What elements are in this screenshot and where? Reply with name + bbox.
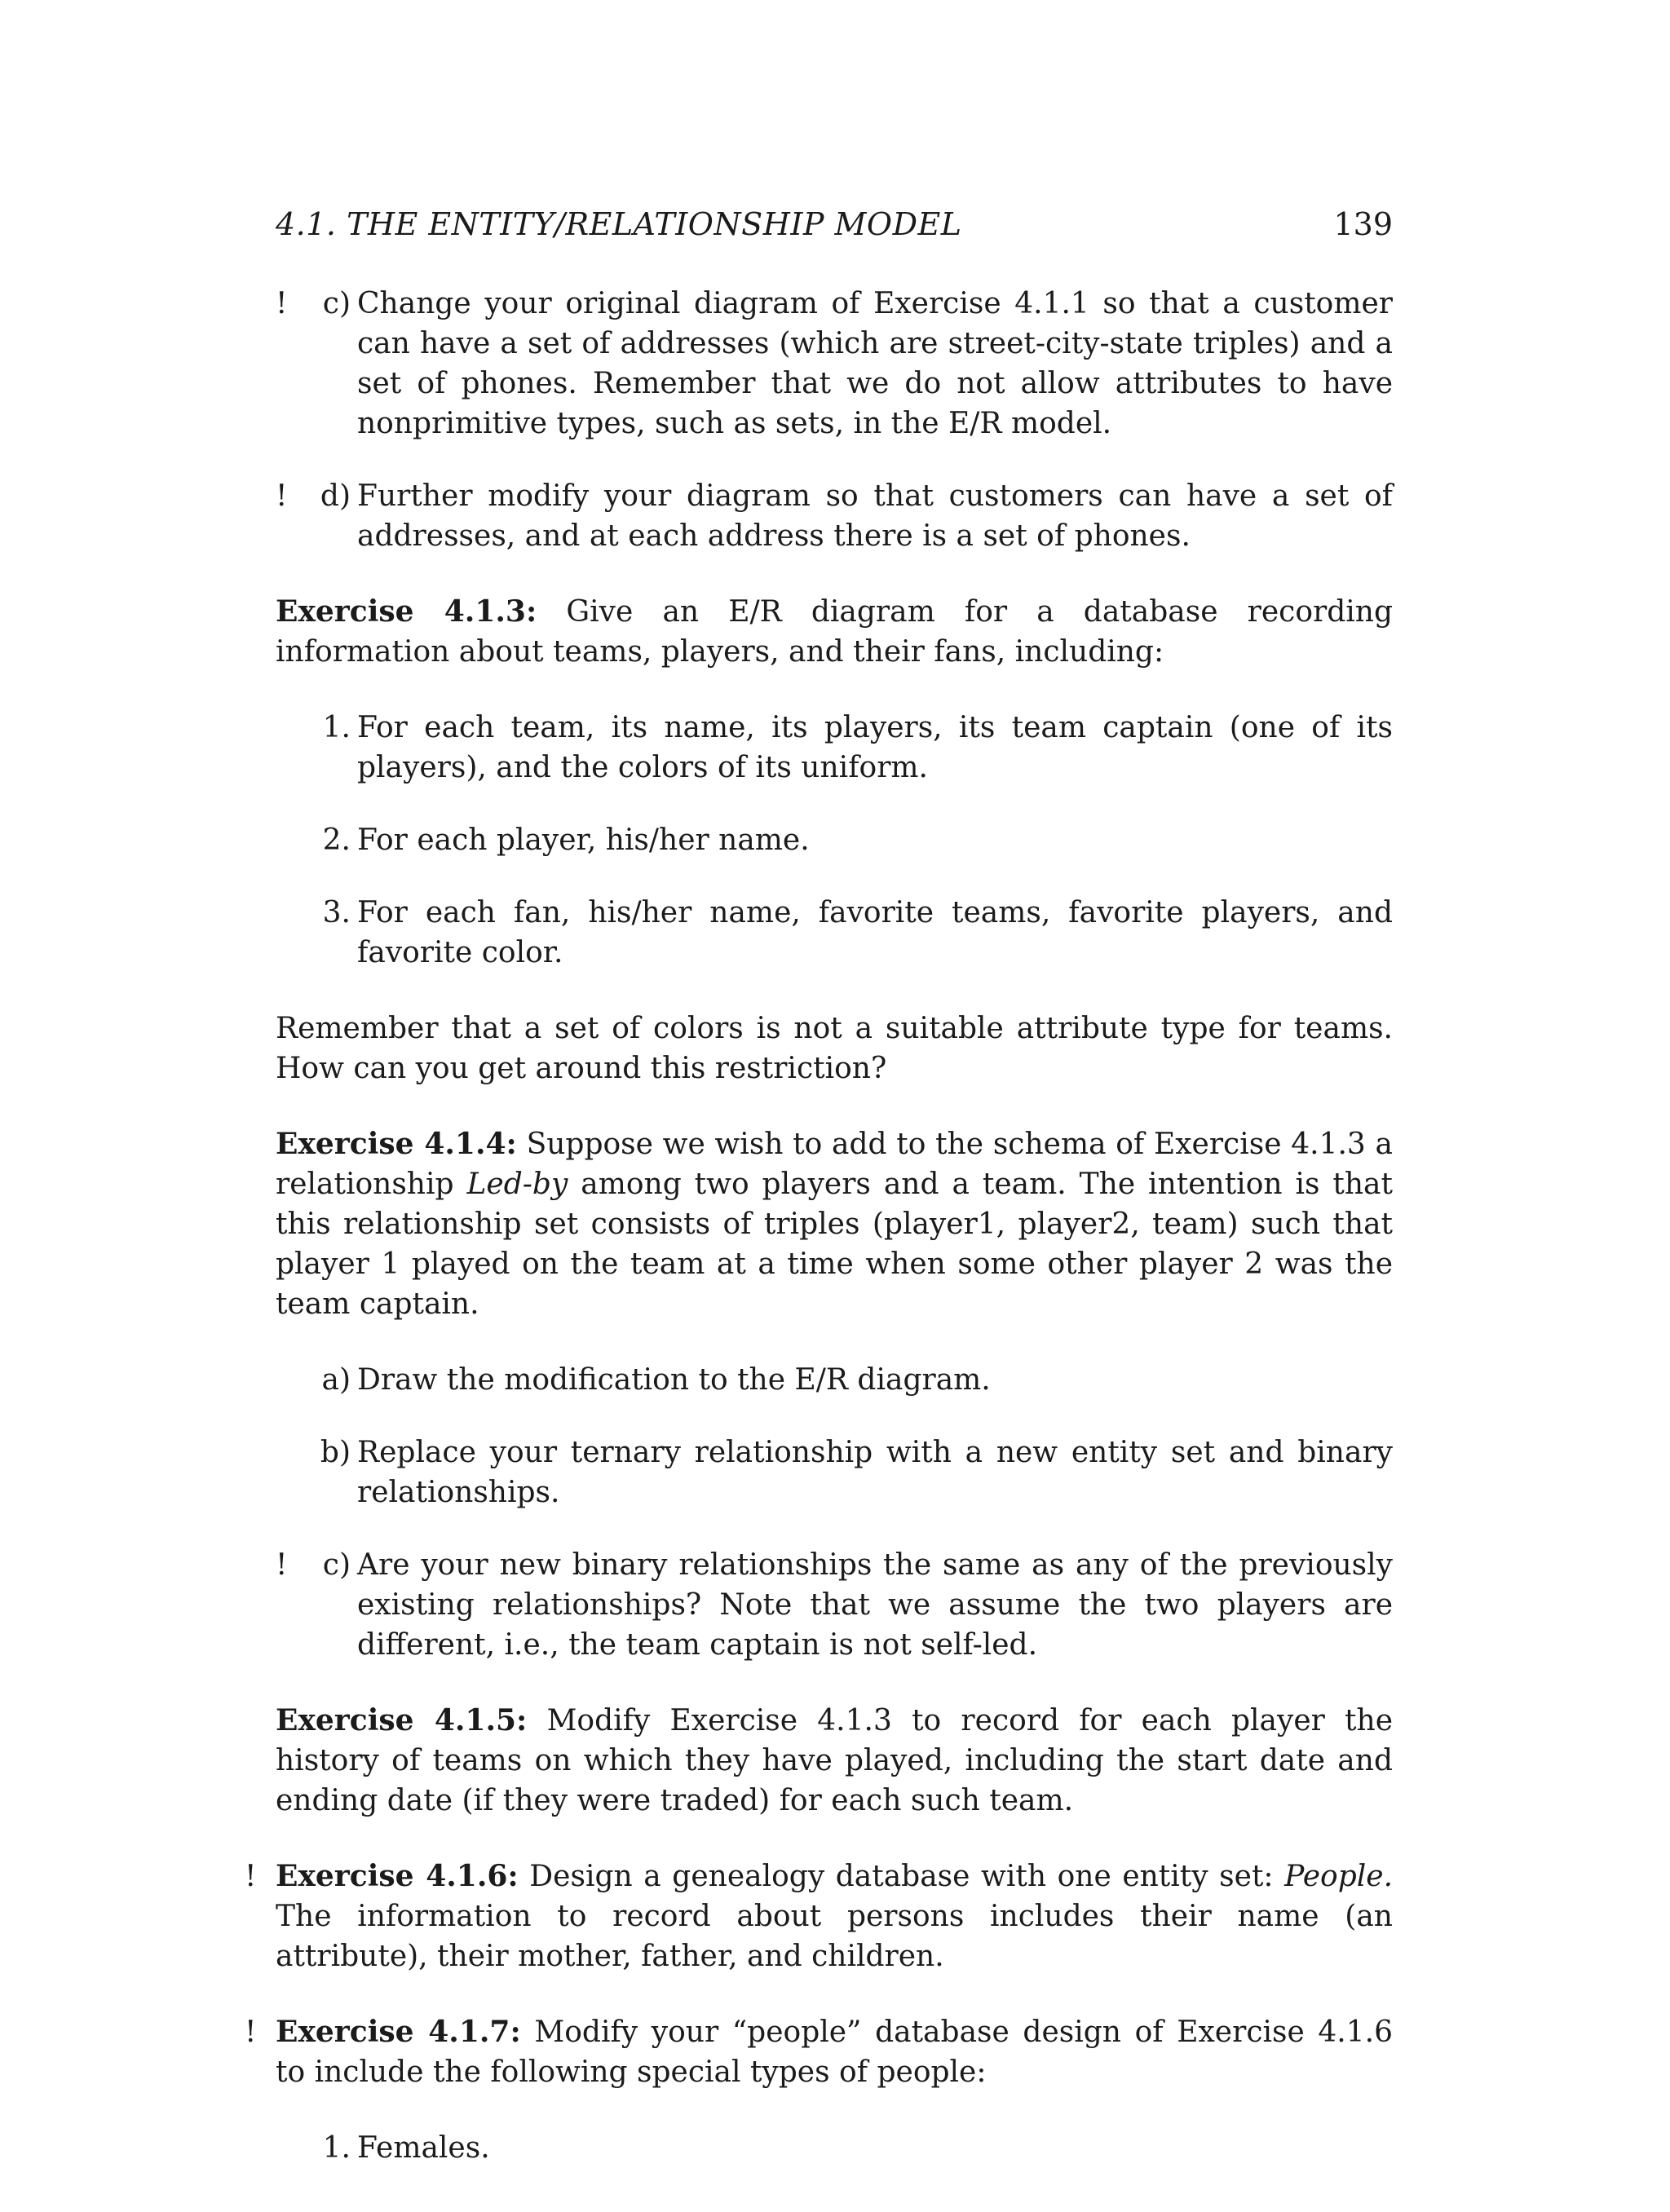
exercise-closing: Remember that a set of colors is not a suitable attribute type for teams. How can you get around this restriction?	[276, 1012, 1393, 1085]
page-number: 139	[1333, 206, 1393, 242]
exercise-label: Exercise 4.1.3:	[276, 594, 537, 629]
exercise-text: Modify your “people” database design of Exercise 4.1.6 to include the following special types of people:	[276, 2016, 1393, 2089]
item-text: Draw the modification to the E/R diagram.	[357, 1363, 991, 1397]
exercise-text: Design a genealogy database with one entity set:	[529, 1860, 1285, 1893]
entity-set-name: People.	[1284, 1860, 1394, 1893]
running-header	[276, 204, 1393, 248]
relationship-name: Led-by	[466, 1168, 568, 1201]
exercise-label: Exercise 4.1.4:	[276, 1127, 517, 1161]
list-item	[276, 1545, 1393, 1665]
exercise-4-1-5	[276, 1701, 1393, 1821]
exercise-4-1-3	[276, 592, 1393, 672]
list-item	[276, 284, 1393, 444]
exercise-text: Suppose we wish to add to the schema of Exercise 4.1.3 a relationship	[276, 1128, 1393, 1201]
exercise-label: Exercise 4.1.7:	[276, 2015, 521, 2049]
exercise-text: The information to record about persons includes their name (an attribute), their mother, father, and children.	[276, 1900, 1393, 1973]
difficulty-mark: !	[276, 287, 288, 320]
list-item	[276, 893, 1393, 973]
difficulty-mark: !	[245, 2016, 257, 2049]
item-marker: b)	[320, 1436, 351, 1469]
difficulty-mark: !	[276, 479, 288, 513]
item-text: Change your original diagram of Exercise 4.1.1 so that a customer can have a set of addresses (which are street-city-state triples) and a set of phones. Remember that we do not allow attributes to have nonprimitive types, such as sets, in the E/R model.	[357, 287, 1393, 440]
item-text: Females.	[357, 2131, 490, 2165]
exercise-4-1-7	[245, 2012, 1393, 2092]
exercise-label: Exercise 4.1.6:	[276, 1859, 519, 1893]
exercise-text: Modify Exercise 4.1.3 to record for each player the history of teams on which they have played, including the start date and ending date (if they were traded) for each such team.	[276, 1704, 1393, 1817]
list-item	[276, 476, 1393, 556]
item-text: Further modify your diagram so that customers can have a set of addresses, and at each address there is a set of phones.	[357, 479, 1393, 553]
difficulty-mark: !	[276, 1548, 288, 1582]
list-item	[276, 2128, 1393, 2168]
item-marker: 1.	[322, 711, 351, 744]
list-item	[276, 1433, 1393, 1512]
item-marker: a)	[321, 1363, 351, 1397]
item-marker: c)	[322, 1548, 351, 1582]
exercise-text: Give an E/R diagram for a database recording information about teams, players, and their fans, including:	[276, 595, 1394, 669]
page	[245, 204, 1394, 2168]
list-item	[276, 1360, 1393, 1400]
exercise-4-1-4	[276, 1124, 1393, 1324]
item-text: For each player, his/her name.	[357, 823, 810, 857]
difficulty-mark: !	[245, 1860, 257, 1893]
item-marker: d)	[320, 479, 351, 513]
item-text: For each team, its name, its players, its team captain (one of its players), and the colors of its uniform.	[357, 711, 1393, 784]
exercise-4-1-6	[245, 1857, 1394, 1976]
item-marker: c)	[322, 287, 351, 320]
list-item	[276, 708, 1393, 788]
header-title: 4.1. THE ENTITY/RELATIONSHIP MODEL	[276, 206, 962, 242]
item-marker: 3.	[322, 896, 351, 929]
item-text: For each fan, his/her name, favorite teams, favorite players, and favorite color.	[357, 896, 1393, 969]
exercise-text: among two players and a team. The intention is that this relationship set consists of triples (player1, player2, team) such that player 1 played on the team at a time when some other player 2 was the team captain.	[276, 1168, 1393, 1321]
exercise-label: Exercise 4.1.5:	[276, 1703, 528, 1737]
item-marker: 1.	[322, 2131, 351, 2165]
item-text: Replace your ternary relationship with a new entity set and binary relationships.	[357, 1436, 1393, 1509]
item-text: Are your new binary relationships the same as any of the previously existing relationships? Note that we assume the two players are different, i.e., the team captain is not self-led.	[357, 1548, 1393, 1662]
list-item	[276, 820, 1393, 860]
item-marker: 2.	[322, 823, 351, 857]
